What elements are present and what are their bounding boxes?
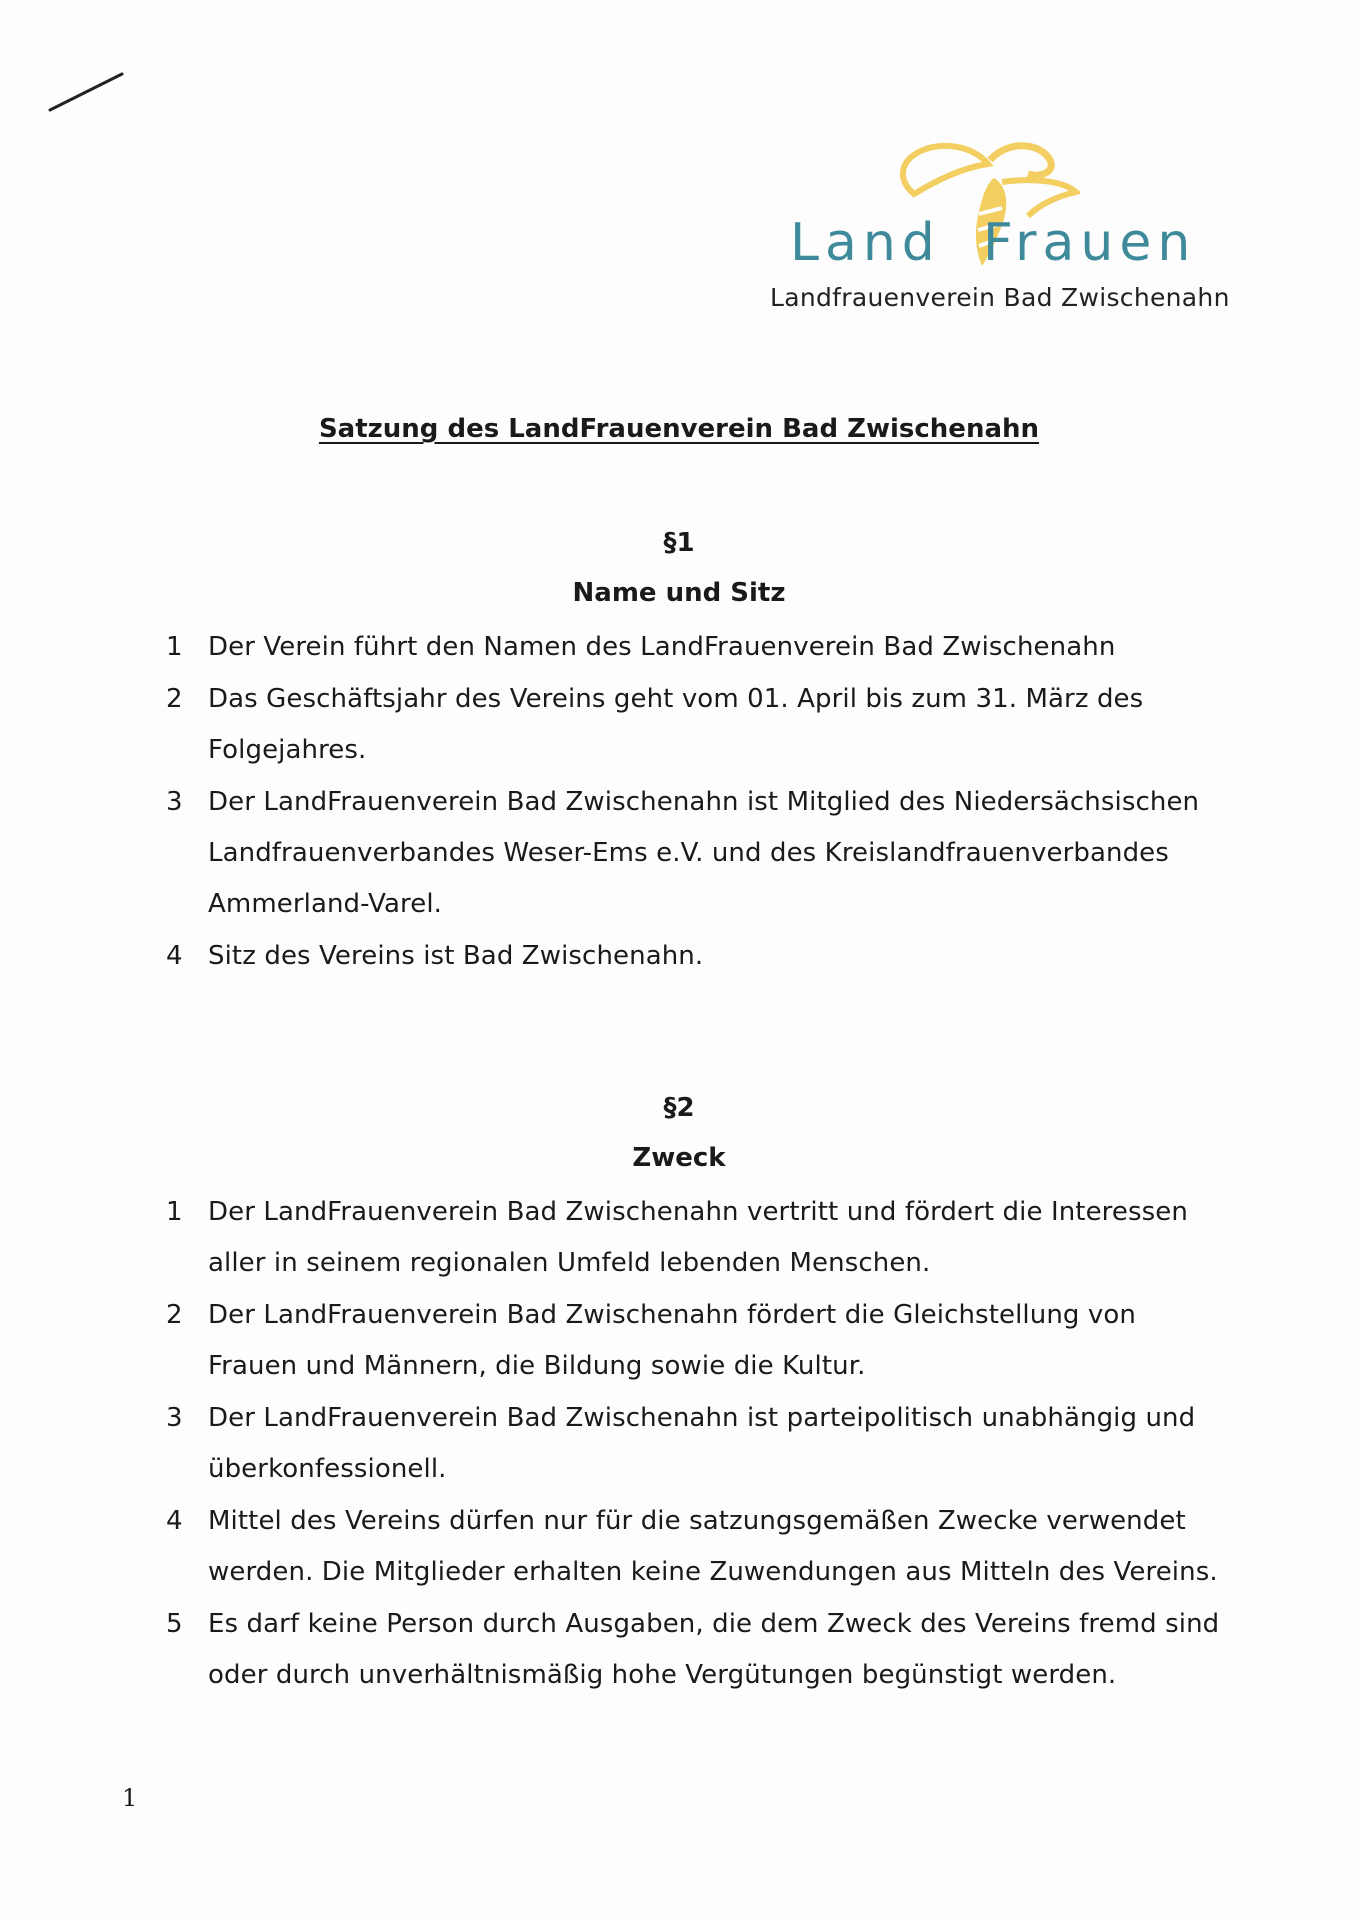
clause-number: 1 bbox=[166, 632, 183, 662]
clause-item bbox=[0, 1290, 1228, 1392]
landfrauen-logo bbox=[770, 138, 1230, 313]
clause-item bbox=[0, 1393, 1228, 1495]
clause-item bbox=[0, 931, 1228, 982]
logo-word-land: Land bbox=[790, 213, 941, 273]
document-title: Satzung des LandFrauenverein Bad Zwischenahn bbox=[318, 414, 1040, 444]
paragraph-sign: §1 bbox=[663, 528, 695, 558]
clause-number: 4 bbox=[166, 1506, 183, 1536]
clause-number: 2 bbox=[166, 684, 183, 714]
clause-item bbox=[0, 1187, 1228, 1289]
clause-text: Es darf keine Person durch Ausgaben, die dem Zweck des Vereins fremd sind oder durch unverhältnismäßig hohe Vergütungen begünstigt werden. bbox=[208, 1609, 1220, 1690]
clause-text: Der LandFrauenverein Bad Zwischenahn ist Mitglied des Niedersächsischen Landfrauenverbandes Weser-Ems e.V. und des Kreislandfrauenverbandes Ammerland-Varel. bbox=[208, 787, 1200, 919]
clause-list bbox=[0, 1187, 1358, 1701]
section-1 bbox=[0, 518, 1358, 983]
clause-number: 2 bbox=[166, 1300, 183, 1330]
clause-text: Mittel des Vereins dürfen nur für die satzungsgemäßen Zwecke verwendet werden. Die Mitglieder erhalten keine Zuwendungen aus Mitteln des Vereins. bbox=[208, 1506, 1218, 1587]
clause-item bbox=[0, 1599, 1228, 1701]
page-number: 1 bbox=[122, 1784, 138, 1812]
clause-item bbox=[0, 674, 1228, 776]
pen-stroke-mark bbox=[48, 68, 128, 118]
clause-text: Sitz des Vereins ist Bad Zwischenahn. bbox=[208, 941, 704, 971]
clause-text: Der LandFrauenverein Bad Zwischenahn vertritt und fördert die Interessen aller in seinem regionalen Umfeld lebenden Menschen. bbox=[208, 1197, 1188, 1278]
clause-number: 3 bbox=[166, 1403, 183, 1433]
clause-item bbox=[0, 777, 1228, 930]
clause-number: 4 bbox=[166, 941, 183, 971]
section-heading: Name und Sitz bbox=[572, 578, 786, 608]
logo-word-frauen: Frauen bbox=[983, 213, 1197, 273]
clause-text: Der LandFrauenverein Bad Zwischenahn ist parteipolitisch unabhängig und überkonfessionell. bbox=[208, 1403, 1196, 1484]
clause-number: 1 bbox=[166, 1197, 183, 1227]
clause-text: Der Verein führt den Namen des LandFrauenverein Bad Zwischenahn bbox=[208, 632, 1116, 662]
clause-text: Das Geschäftsjahr des Vereins geht vom 01. April bis zum 31. März des Folgejahres. bbox=[208, 684, 1144, 765]
logo-subtitle: Landfrauenverein Bad Zwischenahn bbox=[770, 283, 1230, 312]
clause-list bbox=[0, 622, 1358, 982]
clause-item bbox=[0, 622, 1228, 673]
section-2 bbox=[0, 1083, 1358, 1702]
clause-item bbox=[0, 1496, 1228, 1598]
clause-number: 5 bbox=[166, 1609, 183, 1639]
section-heading: Zweck bbox=[632, 1143, 726, 1173]
paragraph-sign: §2 bbox=[663, 1093, 695, 1123]
clause-number: 3 bbox=[166, 787, 183, 817]
clause-text: Der LandFrauenverein Bad Zwischenahn fördert die Gleichstellung von Frauen und Männern, die Bildung sowie die Kultur. bbox=[208, 1300, 1136, 1381]
